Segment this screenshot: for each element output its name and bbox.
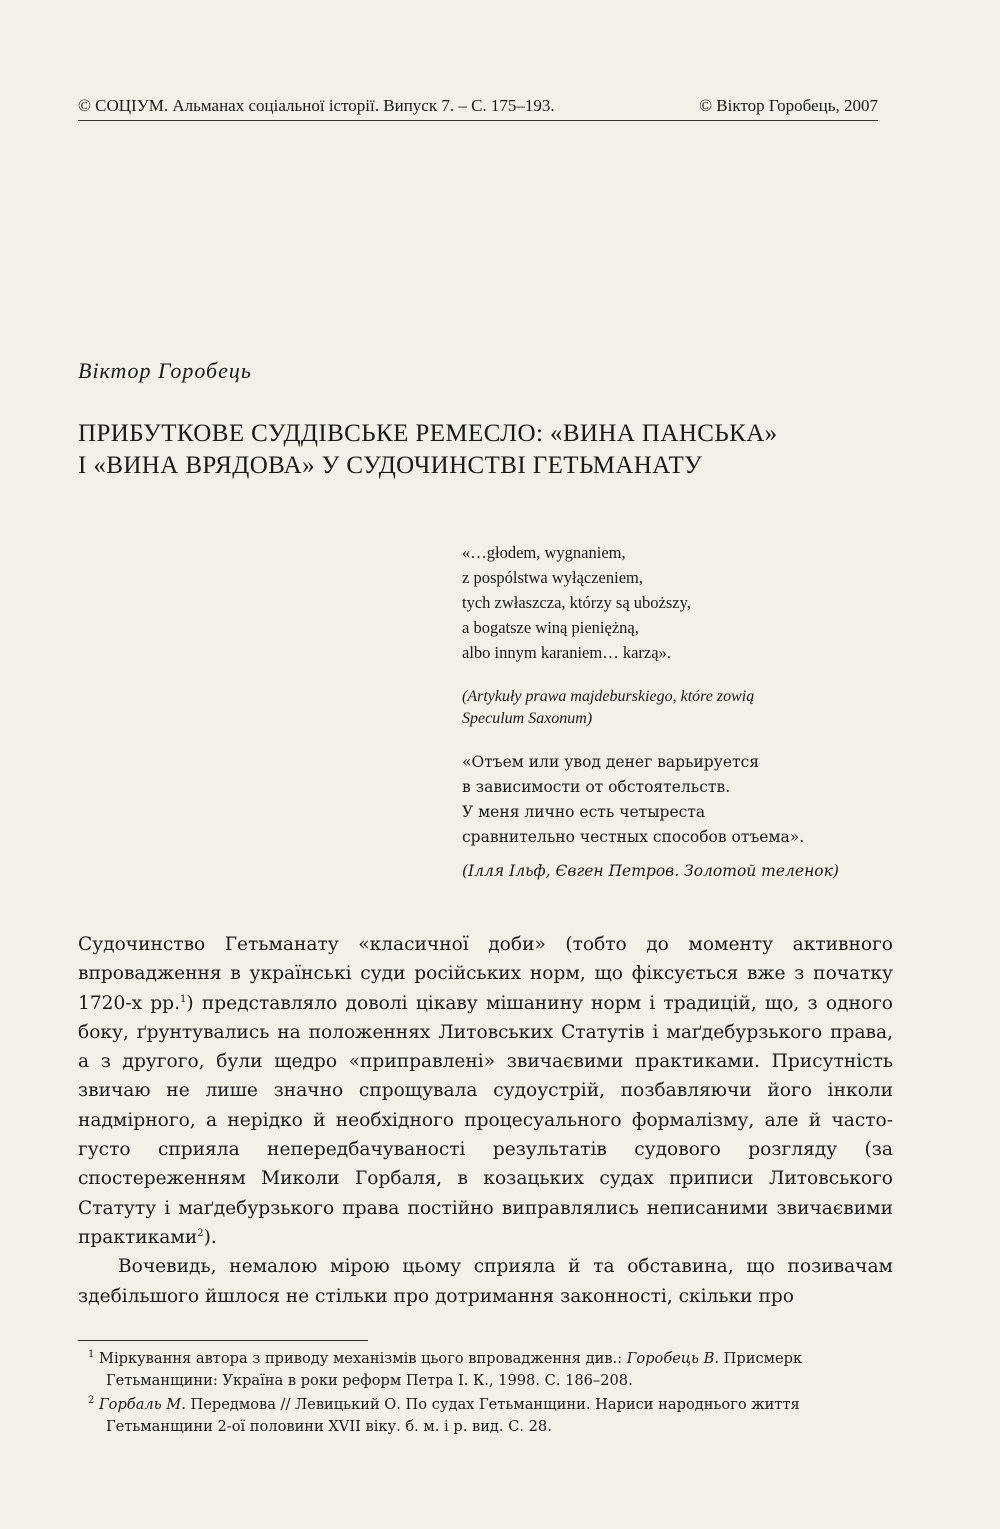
epigraph-line: albo innym karaniem… karzą». bbox=[462, 643, 671, 662]
epigraph-line: У меня лично есть четыреста bbox=[462, 803, 706, 821]
article-author: Віктор Горобець bbox=[78, 358, 252, 383]
footnote bbox=[78, 1394, 893, 1438]
epigraph-source-line: Speculum Saxonum) bbox=[462, 710, 593, 727]
article-title bbox=[78, 418, 888, 482]
body-paragraph: Вочевидь, немалою мірою цьому сприяла й та обставина, що позивачам здебільшого йшлося не стільки про дотримання законності, скільки про bbox=[78, 1256, 893, 1307]
footnote-text: Міркування автора з приводу механізмів цього впровадження див.: bbox=[99, 1350, 627, 1367]
epigraph-line: tych zwłaszcza, którzy są uboższy, bbox=[462, 593, 691, 612]
body-paragraph bbox=[78, 930, 893, 1252]
footnote-text: Присмерк Гетьманщини: Україна в роки реформ Петра І. К., 1998. С. 186–208. bbox=[106, 1350, 803, 1389]
article-body bbox=[78, 930, 893, 1311]
footnote-divider bbox=[78, 1340, 368, 1341]
body-text: Судочинство Гетьманату «класичної доби» (тобто до моменту активного впровадження в українські суди російських норм, що фіксується вже з початку 1720-х рр. bbox=[78, 934, 893, 1014]
epigraph-russian-source: (Ілля Ільф, Євген Петров. Золотой теленок) bbox=[462, 862, 839, 880]
footnotes bbox=[78, 1348, 893, 1440]
body-text: ) представляло доволі цікаву мішанину норм і традицій, що, з одного боку, ґрунтувались на положеннях Литовських Статутів і маґдебурзького права, а з другого, були щедро «приправлені» звичаєвими практиками. Присутність звичаю не лише значно спрощувала судоустрій, позбавляючи його інколи надмірного, а нерідко й необхідного процесуального формалізму, але й часто-густо сприяла непередбачуваності результатів судового розгляду (за спостереженням Миколи Горбаля, в козацьких судах приписи Литовського Статуту і маґдебурзького права постійно виправлялись неписаними звичаєвими практиками bbox=[78, 992, 893, 1248]
running-header bbox=[78, 96, 878, 116]
footnote-number: 1 bbox=[88, 1349, 95, 1361]
epigraph-line: сравнительно честных способов отъема». bbox=[462, 828, 805, 846]
epigraph-line: «Отъем или увод денег варьируется bbox=[462, 753, 760, 771]
header-copyright: © Віктор Горобець, 2007 bbox=[699, 96, 878, 115]
footnote-ref[interactable]: 2 bbox=[197, 1227, 204, 1239]
footnote-text: Передмова // Левицький О. По судах Гетьманщини. Нариси народнього життя Гетьманщини 2-ої половини XVII віку. б. м. і р. вид. С. 28. bbox=[106, 1396, 800, 1435]
epigraph-russian bbox=[462, 750, 892, 850]
epigraph-line: a bogatsze winą pieniężną, bbox=[462, 618, 639, 637]
footnote-author: Горбаль М. bbox=[99, 1396, 186, 1413]
epigraph-line: «…głodem, wygnaniem, bbox=[462, 543, 626, 562]
header-divider bbox=[78, 120, 878, 121]
epigraph-line: z pospólstwa wyłączeniem, bbox=[462, 568, 643, 587]
header-citation: © СОЦІУМ. Альманах соціальної історії. Випуск 7. – С. 175–193. bbox=[78, 96, 555, 115]
epigraph-polish-source bbox=[462, 686, 892, 730]
footnote-author: Горобець В. bbox=[626, 1350, 720, 1367]
epigraph-polish bbox=[462, 540, 892, 665]
epigraph-source-line: (Artykuły prawa majdeburskiego, które zowią bbox=[462, 688, 755, 705]
footnote-number: 2 bbox=[88, 1395, 95, 1407]
epigraph-line: в зависимости от обстоятельств. bbox=[462, 778, 731, 796]
footnote bbox=[78, 1348, 893, 1392]
title-line-1: ПРИБУТКОВЕ СУДДІВСЬКЕ РЕМЕСЛО: «ВИНА ПАНСЬКА» bbox=[78, 420, 778, 447]
footnote-ref[interactable]: 1 bbox=[180, 993, 187, 1005]
title-line-2: І «ВИНА ВРЯДОВА» У СУДОЧИНСТВІ ГЕТЬМАНАТУ bbox=[78, 452, 703, 479]
body-text: ). bbox=[203, 1226, 217, 1248]
